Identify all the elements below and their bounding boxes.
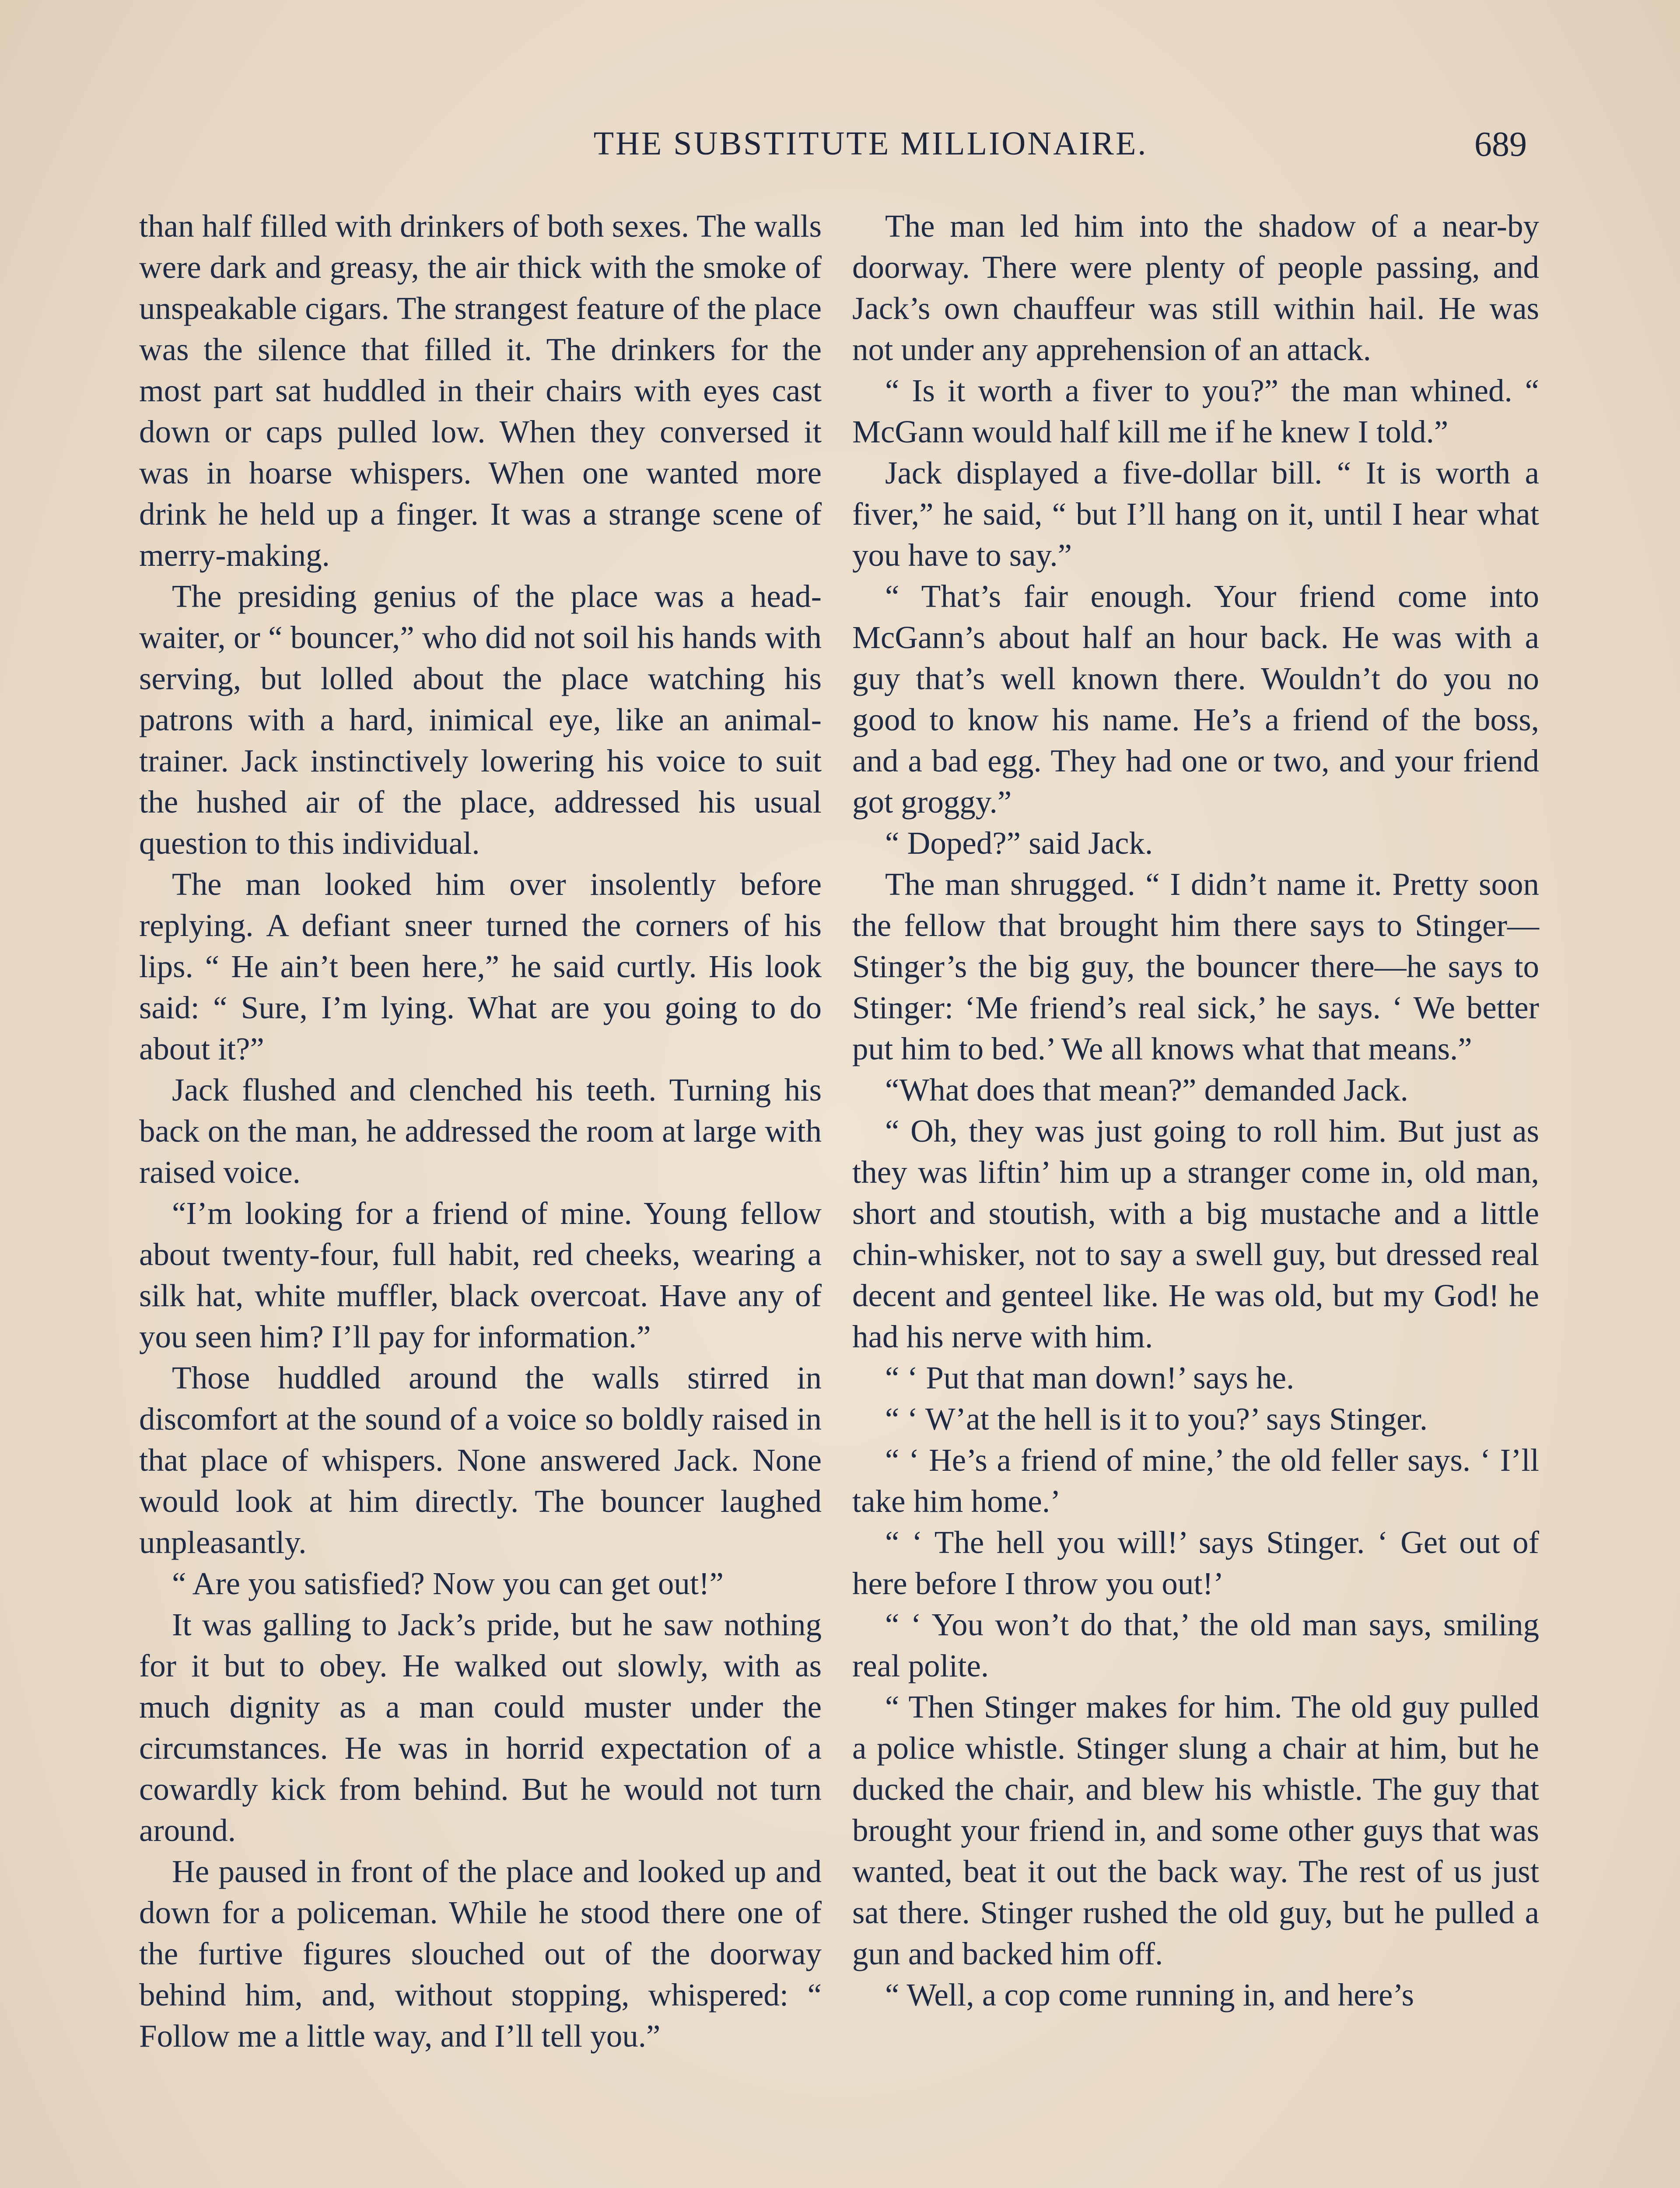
paragraph: “ ‘ You won’t do that,’ the old man says, smiling real polite.: [852, 1607, 1539, 1683]
paragraph: “What does that mean?” demanded Jack.: [885, 1072, 1408, 1108]
paragraph: Those huddled around the walls stirred in discomfort at the sound of a voice so boldly raised in that place of whispers. None answered Jack. None would look at him directly. The bouncer laughed unpleasantly.: [139, 1360, 822, 1560]
paragraph: “ Well, a cop come running in, and here’s: [885, 1977, 1414, 2013]
paragraph: Jack displayed a five-dollar bill. “ It is worth a fiver,” he said, “ but I’ll hang on it, until I hear what you have to say.”: [852, 455, 1539, 573]
paragraph: The man looked him over insolently before replying. A defiant sneer turned the corners of his lips. “ He ain’t been here,” he said curtly. His look said: “ Sure, I’m lying. What are you going to do about it?”: [139, 866, 822, 1066]
paragraph: The man led him into the shadow of a near-by doorway. There were plenty of people passing, and Jack’s own chauffeur was still within hail. He was not under any apprehension of an attack.: [852, 208, 1539, 367]
running-header-title: THE SUBSTITUTE MILLIONAIRE.: [593, 125, 1148, 162]
paragraph: The presiding genius of the place was a head-waiter, or “ bouncer,” who did not soil his hands with serving, but lolled about the place watching his patrons with a hard, inimical eye, like an animal-trainer. Jack instinctively lowering his voice to suit the hushed air of the place, addressed his usual question to this individual.: [139, 579, 822, 861]
paragraph: “ Are you satisfied? Now you can get out!”: [172, 1566, 724, 1601]
paragraph: Jack flushed and clenched his teeth. Turning his back on the man, he addressed the room at large with raised voice.: [139, 1072, 822, 1190]
left-text-column: [139, 206, 822, 2057]
paragraph: “I’m looking for a friend of mine. Young fellow about twenty-four, full habit, red cheeks, wearing a silk hat, white muffler, black overcoat. Have any of you seen him? I’ll pay for information.”: [139, 1196, 822, 1354]
paragraph: “ Doped?” said Jack.: [885, 825, 1153, 861]
paragraph: “ Oh, they was just going to roll him. But just as they was liftin’ him up a stranger come in, old man, short and stoutish, with a big mustache and a little chin-whisker, not to say a swell guy, but dressed real decent and genteel like. He was old, but my God! he had his nerve with him.: [852, 1113, 1539, 1354]
right-text-column: [852, 206, 1539, 2016]
paragraph: It was galling to Jack’s pride, but he saw nothing for it but to obey. He walked out slowly, with as much dignity as a man could muster under the circumstances. He was in horrid expectation of a cowardly kick from behind. But he would not turn around.: [139, 1607, 822, 1848]
paragraph: “ ‘ The hell you will!’ says Stinger. ‘ Get out of here before I throw you out!’: [852, 1525, 1539, 1601]
paragraph: “ ‘ He’s a friend of mine,’ the old feller says. ‘ I’ll take him home.’: [852, 1442, 1539, 1519]
paragraph: “ ‘ W’at the hell is it to you?’ says Stinger.: [885, 1401, 1428, 1437]
paragraph: than half filled with drinkers of both sexes. The walls were dark and greasy, the air thick with the smoke of unspeakable cigars. The strangest feature of the place was the silence that filled it. The drinkers for the most part sat huddled in their chairs with eyes cast down or caps pulled low. When they conversed it was in hoarse whispers. When one wanted more drink he held up a finger. It was a strange scene of merry-making.: [139, 208, 822, 573]
paragraph: “ ‘ Put that man down!’ says he.: [885, 1360, 1295, 1396]
page-number: 689: [1474, 125, 1527, 164]
paragraph: He paused in front of the place and looked up and down for a policeman. While he stood there one of the furtive figures slouched out of the doorway behind him, and, without stopping, whispered: “ Follow me a little way, and I’ll tell you.”: [139, 1854, 822, 2054]
paragraph: “ That’s fair enough. Your friend come into McGann’s about half an hour back. He was with a guy that’s well known there. Wouldn’t do you no good to know his name. He’s a friend of the boss, and a bad egg. They had one or two, and your friend got groggy.”: [852, 579, 1539, 820]
paragraph: “ Is it worth a fiver to you?” the man whined. “ McGann would half kill me if he knew I told.”: [852, 373, 1539, 449]
paragraph: “ Then Stinger makes for him. The old guy pulled a police whistle. Stinger slung a chair at him, but he ducked the chair, and blew his whistle. The guy that brought your friend in, and some other guys that was wanted, beat it out the back way. The rest of us just sat there. Stinger rushed the old guy, but he pulled a gun and backed him off.: [852, 1689, 1539, 1971]
paragraph: The man shrugged. “ I didn’t name it. Pretty soon the fellow that brought him there says to Stinger—Stinger’s the big guy, the bouncer there—he says to Stinger: ‘Me friend’s real sick,’ he says. ‘ We better put him to bed.’ We all knows what that means.”: [852, 866, 1539, 1066]
